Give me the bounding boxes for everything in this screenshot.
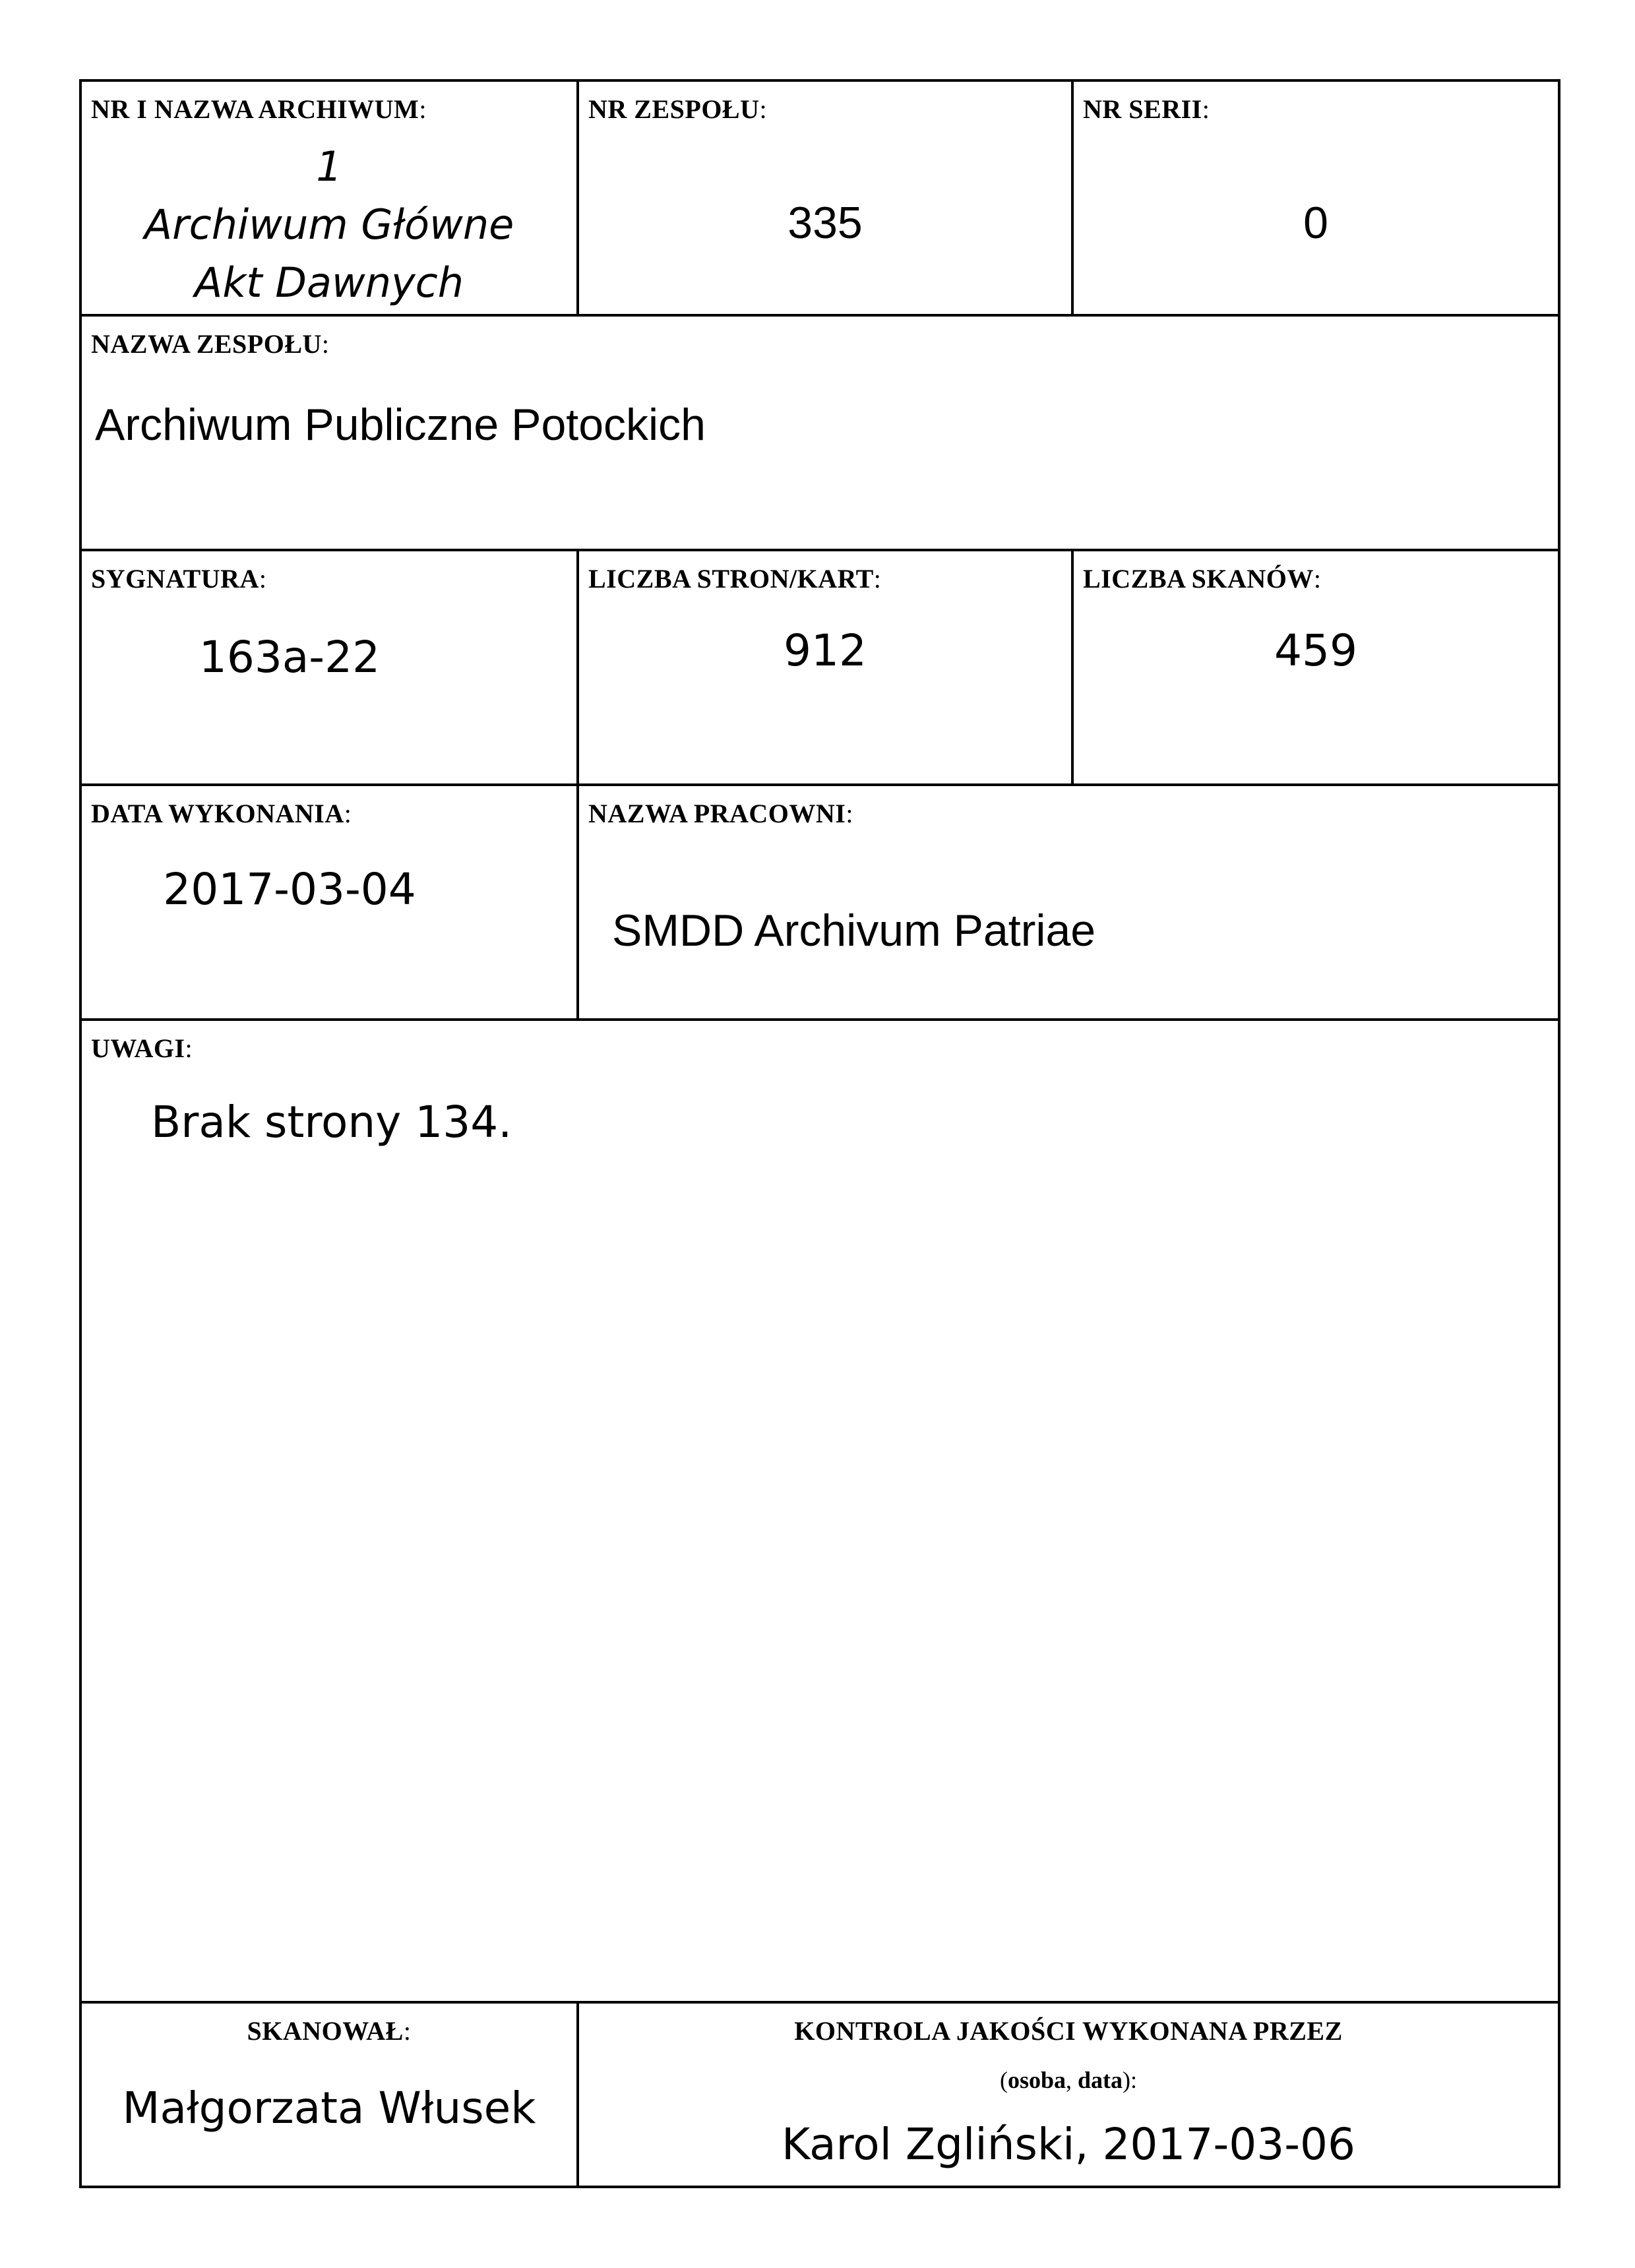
pages-value: 912 — [784, 625, 867, 676]
date-value: 2017-03-04 — [163, 864, 416, 915]
signature-label: SYGNATURA: — [91, 564, 267, 594]
archive-name-line2: Akt Dawnych — [194, 259, 464, 307]
quality-control-sublabel: (osoba, data): — [999, 2067, 1138, 2093]
scans-value: 459 — [1274, 625, 1357, 676]
workshop-cell — [576, 786, 1558, 1018]
form-row-notes — [82, 1021, 1558, 2004]
archive-name-line1: Archiwum Główne — [144, 200, 514, 249]
scanned-by-cell — [82, 2004, 576, 2186]
archive-name — [82, 138, 576, 312]
series-number-value: 0 — [1303, 198, 1328, 248]
scanned-by-label: SKANOWAŁ: — [247, 2016, 412, 2046]
notes-label: UWAGI: — [91, 1033, 193, 1063]
fonds-number-cell — [576, 82, 1071, 314]
form-row-signoff — [82, 2004, 1558, 2186]
pages-cell — [576, 551, 1071, 783]
series-number-cell — [1071, 82, 1558, 314]
quality-control-sublabel-person: osoba — [1007, 2067, 1066, 2093]
fonds-number-value: 335 — [787, 198, 863, 248]
archive-number: 1 — [316, 142, 342, 191]
form-row-date-workshop — [82, 786, 1558, 1021]
quality-control-label: KONTROLA JAKOŚCI WYKONANA PRZEZ — [794, 2016, 1343, 2046]
notes-value: Brak strony 134. — [151, 1097, 512, 1148]
series-number-label: NR SERII: — [1083, 94, 1210, 124]
workshop-label: NAZWA PRACOWNI: — [588, 799, 853, 828]
fonds-name-label: NAZWA ZESPOŁU: — [91, 329, 330, 359]
fonds-number-label: NR ZESPOŁU: — [588, 94, 768, 124]
quality-control-value: Karol Zgliński, 2017-03-06 — [781, 2119, 1356, 2170]
form-row-archive — [82, 82, 1558, 317]
scans-cell — [1071, 551, 1558, 783]
workshop-value: SMDD Archivum Patriae — [612, 905, 1096, 956]
signature-cell — [82, 551, 576, 783]
fonds-name-cell — [82, 317, 1558, 549]
date-label: DATA WYKONANIA: — [91, 799, 352, 828]
quality-control-sublabel-date: data — [1078, 2067, 1123, 2093]
notes-cell — [82, 1021, 1558, 2001]
fonds-name-value: Archiwum Publiczne Potockich — [95, 400, 706, 450]
signature-value: 163a-22 — [199, 632, 381, 683]
quality-control-cell — [576, 2004, 1558, 2186]
scans-label: LICZBA SKANÓW: — [1083, 564, 1322, 594]
form-row-counts — [82, 551, 1558, 786]
archive-cell — [82, 82, 576, 314]
form-row-fonds-name — [82, 317, 1558, 551]
scanned-by-value: Małgorzata Włusek — [122, 2083, 536, 2133]
archive-label: NR I NAZWA ARCHIWUM: — [91, 94, 427, 124]
metadata-form — [79, 79, 1560, 2188]
date-cell — [82, 786, 576, 1018]
pages-label: LICZBA STRON/KART: — [588, 564, 882, 594]
